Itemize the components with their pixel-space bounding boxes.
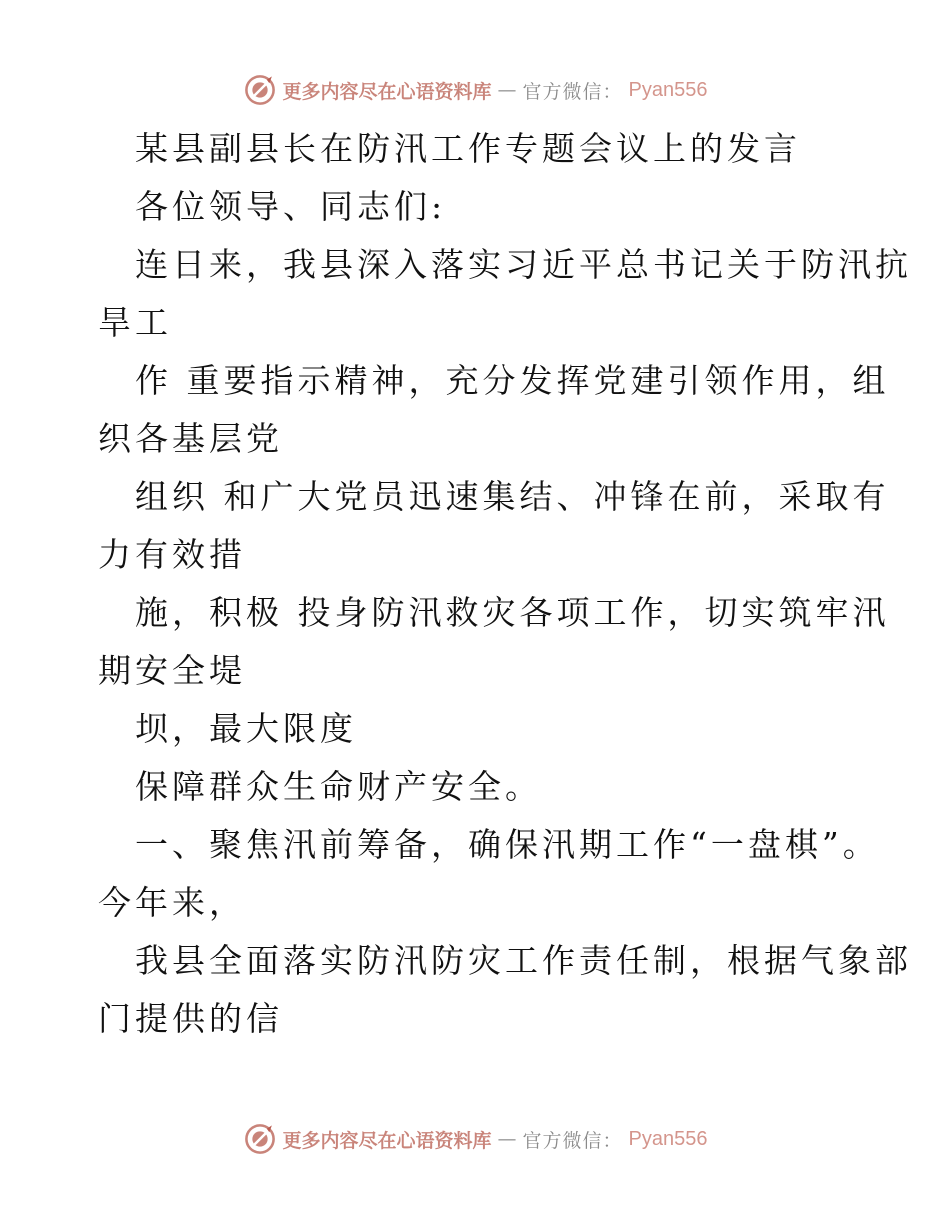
document-salutation: 各位领导、同志们: — [135, 187, 447, 226]
header-watermark — [0, 70, 950, 110]
section-heading: 一、聚焦汛前筹备，确保汛期工作“一盘棋”。 — [135, 825, 880, 864]
paragraph-line: 门提供的信 — [98, 999, 283, 1038]
paragraph-line: 我县全面落实防汛防灾工作责任制，根据气象部 — [135, 941, 912, 980]
watermark-wechat-id: Pyan556 — [628, 78, 708, 101]
paragraph-line: 期安全堤 — [98, 651, 246, 690]
paragraph-line: 织各基层党 — [98, 419, 283, 458]
watermark-wechat-id: Pyan556 — [628, 1127, 708, 1150]
paragraph-line: 力有效措 — [98, 535, 246, 574]
brand-logo-icon — [243, 73, 277, 107]
paragraph-line: 作 重要指示精神，充分发挥党建引领作用，组 — [135, 361, 890, 400]
footer-watermark — [0, 1119, 950, 1159]
watermark-separator: — — [497, 1128, 517, 1150]
paragraph-line: 施，积极 投身防汛救灾各项工作，切实筑牢汛 — [135, 593, 890, 632]
paragraph-line: 保障群众生命财产安全。 — [135, 767, 542, 806]
watermark-brand-text: 更多内容尽在心语资料库 — [282, 1129, 492, 1152]
document-title: 某县副县长在防汛工作专题会议上的发言 — [135, 129, 801, 168]
paragraph-line: 今年来， — [98, 883, 246, 922]
watermark-brand-text: 更多内容尽在心语资料库 — [282, 80, 492, 103]
paragraph-line: 旱工 — [98, 303, 172, 342]
paragraph-line: 组织 和广大党员迅速集结、冲锋在前，采取有 — [135, 477, 890, 516]
paragraph-line: 连日来，我县深入落实习近平总书记关于防汛抗 — [135, 245, 912, 284]
watermark-wechat-label: 官方微信： — [522, 80, 623, 103]
watermark-separator: — — [497, 79, 517, 101]
brand-logo-icon — [243, 1122, 277, 1156]
watermark-wechat-label: 官方微信： — [522, 1129, 623, 1152]
paragraph-line: 坝，最大限度 — [135, 709, 357, 748]
